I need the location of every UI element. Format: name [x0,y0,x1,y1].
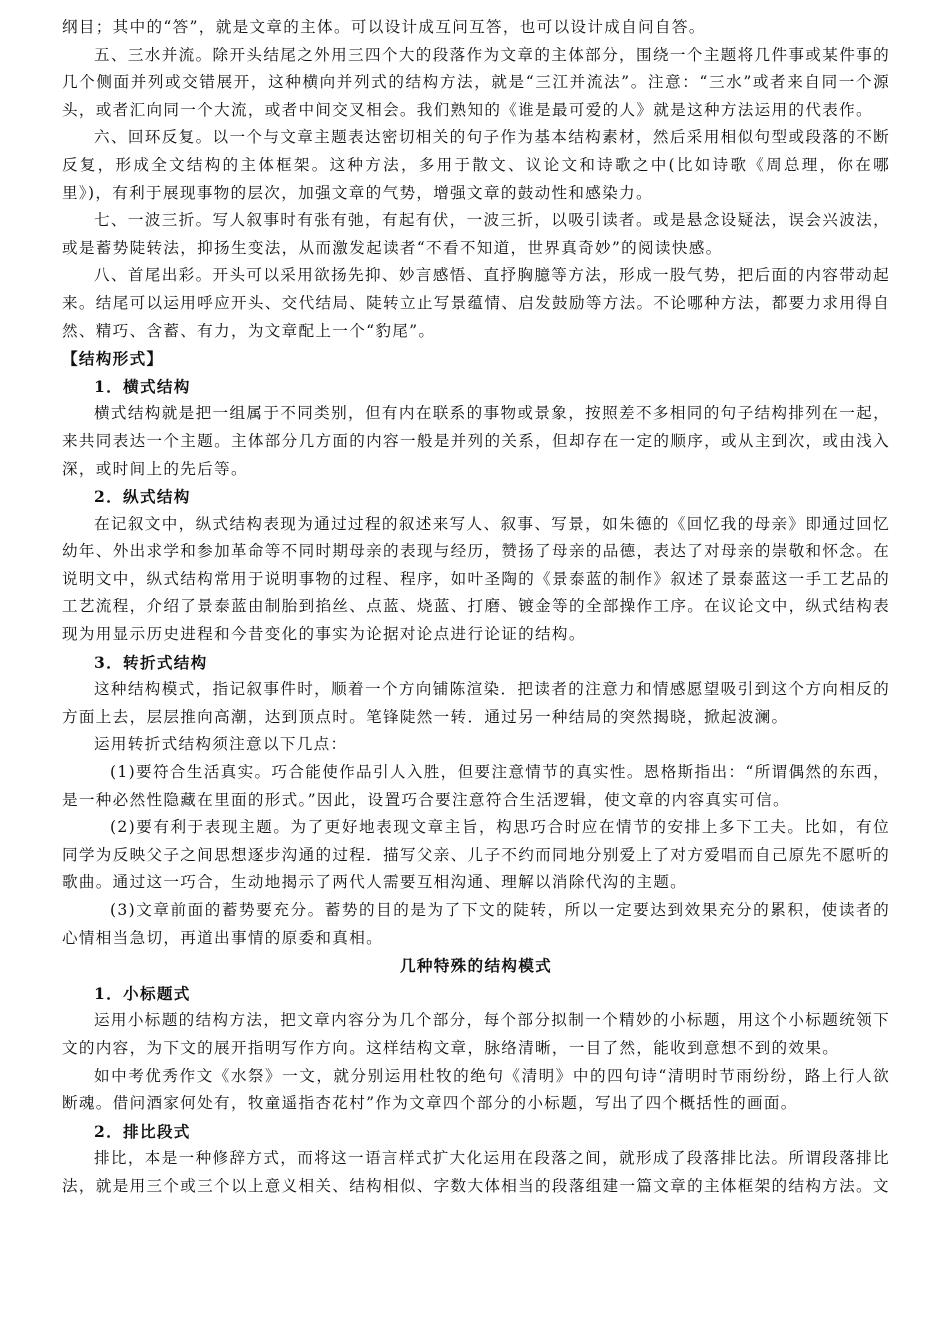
paragraph-san-shui-bing-liu: 五、三水并流。除开头结尾之外用三四个大的段落作为文章的主体部分，围绕一个主题将几件事或某件事的几个侧面并列或交错展开，这种横向并列式的结构方法，就是“三江并流法”。注意：“三水”或者来自同一个源头，或者汇向同一个大流，或者中间交叉相会。我们熟知的《谁是最可爱的人》就是这种方法运用的代表作。 [62,45,890,119]
paragraph-yi-bo-san-zhe: 七、一波三折。写人叙事时有张有弛，有起有伏，一波三折，以吸引读者。或是悬念设疑法，误会兴波法，或是蓄势陡转法，抑扬生变法，从而激发起读者“不看不知道，世界真奇妙”的阅读快感。 [62,211,890,257]
heading-turning-structure: 3．转折式结构 [94,652,208,672]
paragraph-horizontal-structure: 横式结构就是把一组属于不同类别，但有内在联系的事物或景象，按照差不多相同的句子结构排列在一起，来共同表达一个主题。主体部分几方面的内容一般是并列的关系，但却存在一定的顺序，或从主到次，或由浅入深，或时间上的先后等。 [62,404,890,478]
paragraph-note-2: (2)要有利于表现主题。为了更好地表现文章主旨，构思巧合时应在情节的安排上多下工夫。比如，有位同学为反映父子之间思想逐步沟通的过程．描写父亲、儿子不约而同地分别爱上了对方爱唱而自己原先不愿听的歌曲。通过这一巧合，生动地揭示了两代人需要互相沟通、理解以消除代沟的主题。 [62,818,890,892]
paragraph-parallel-paragraphs: 排比，本是一种修辞方式，而将这一语言样式扩大化运用在段落之间，就形成了段落排比法。所谓段落排比法，就是用三个或三个以上意义相关、结构相似、字数大体相当的段落组建一篇文章的主体框架的结构方法。文 [62,1149,890,1195]
paragraph-subtitle-style: 运用小标题的结构方法，把文章内容分为几个部分，每个部分拟制一个精妙的小标题，用这个小标题统领下文的内容，为下文的展开指明写作方向。这样结构文章，脉络清晰，一目了然，能收到意想不到的效果。 [62,1011,890,1057]
heading-vertical-structure: 2．纵式结构 [94,487,191,507]
paragraph-turning-notes-intro: 运用转折式结构须注意以下几点： [94,735,348,754]
paragraph-note-3: (3)文章前面的蓄势要充分。蓄势的目的是为了下文的陡转，所以一定要达到效果充分的累积，使读者的心情相当急切，再道出事情的原委和真相。 [62,901,890,947]
paragraph-turning-structure: 这种结构模式，指记叙事件时，顺着一个方向铺陈渲染．把读者的注意力和情感愿望吸引到这个方向相反的方面上去，层层推向高潮，达到顶点时。笔锋陡然一转．通过另一种结局的突然揭晓，掀起波澜。 [62,680,890,726]
paragraph-note-1: (1)要符合生活真实。巧合能使作品引人入胜，但要注意情节的真实性。恩格斯指出：“所谓偶然的东西，是一种必然性隐藏在里面的形式。”因此，设置巧合要注意符合生活逻辑，使文章的内容真实可信。 [62,763,890,809]
paragraph-vertical-structure: 在记叙文中，纵式结构表现为通过过程的叙述来写人、叙事、写景，如朱德的《回忆我的母亲》即通过回忆幼年、外出求学和参加革命等不同时期母亲的表现与经历，赞扬了母亲的品德，表达了对母亲的崇敬和怀念。在说明文中，纵式结构常用于说明事物的过程、程序，如叶圣陶的《景泰蓝的制作》叙述了景泰蓝这一手工艺品的工艺流程，介绍了景泰蓝由制胎到掐丝、点蓝、烧蓝、打磨、镀金等的全部操作工序。在议论文中，纵式结构表现为用显示历史进程和今昔变化的事实为论据对论点进行论证的结构。 [62,514,890,644]
section-title-structure-forms: 【结构形式】 [62,349,164,369]
section-title-special-structures: 几种特殊的结构模式 [399,956,553,976]
heading-horizontal-structure: 1．横式结构 [94,376,191,396]
heading-parallel-paragraphs: 2．排比段式 [94,1121,191,1141]
paragraph-hui-huan-fan-fu: 六、回环反复。以一个与文章主题表达密切相关的句子作为基本结构素材，然后采用相似句型或段落的不断反复，形成全文结构的主体框架。这种方法，多用于散文、议论文和诗歌之中(比如诗歌《周总理，你在哪里》)，有利于展现事物的层次，加强文章的气势，增强文章的鼓动性和感染力。 [62,128,890,202]
paragraph-continuation: 纲目；其中的“答”，就是文章的主体。可以设计成互问互答，也可以设计成自问自答。 [62,18,706,36]
heading-subtitle-style: 1．小标题式 [94,983,191,1003]
paragraph-subtitle-example: 如中考优秀作文《水祭》一文，就分别运用杜牧的绝句《清明》中的四句诗“清明时节雨纷纷，路上行人欲断魂。借问酒家何处有，牧童遥指杏花村”作为文章四个部分的小标题，写出了四个概括性的画面。 [62,1066,890,1113]
document-body [62,14,890,1201]
paragraph-shou-wei-chu-cai: 八、首尾出彩。开头可以采用欲扬先抑、妙言感悟、直抒胸臆等方法，形成一股气势，把后面的内容带动起来。结尾可以运用呼应开头、交代结局、陡转立止写景蕴情、启发鼓励等方法。不论哪种方法，都要力求用得自然、精巧、含蓄、有力，为文章配上一个“豹尾”。 [62,266,890,340]
